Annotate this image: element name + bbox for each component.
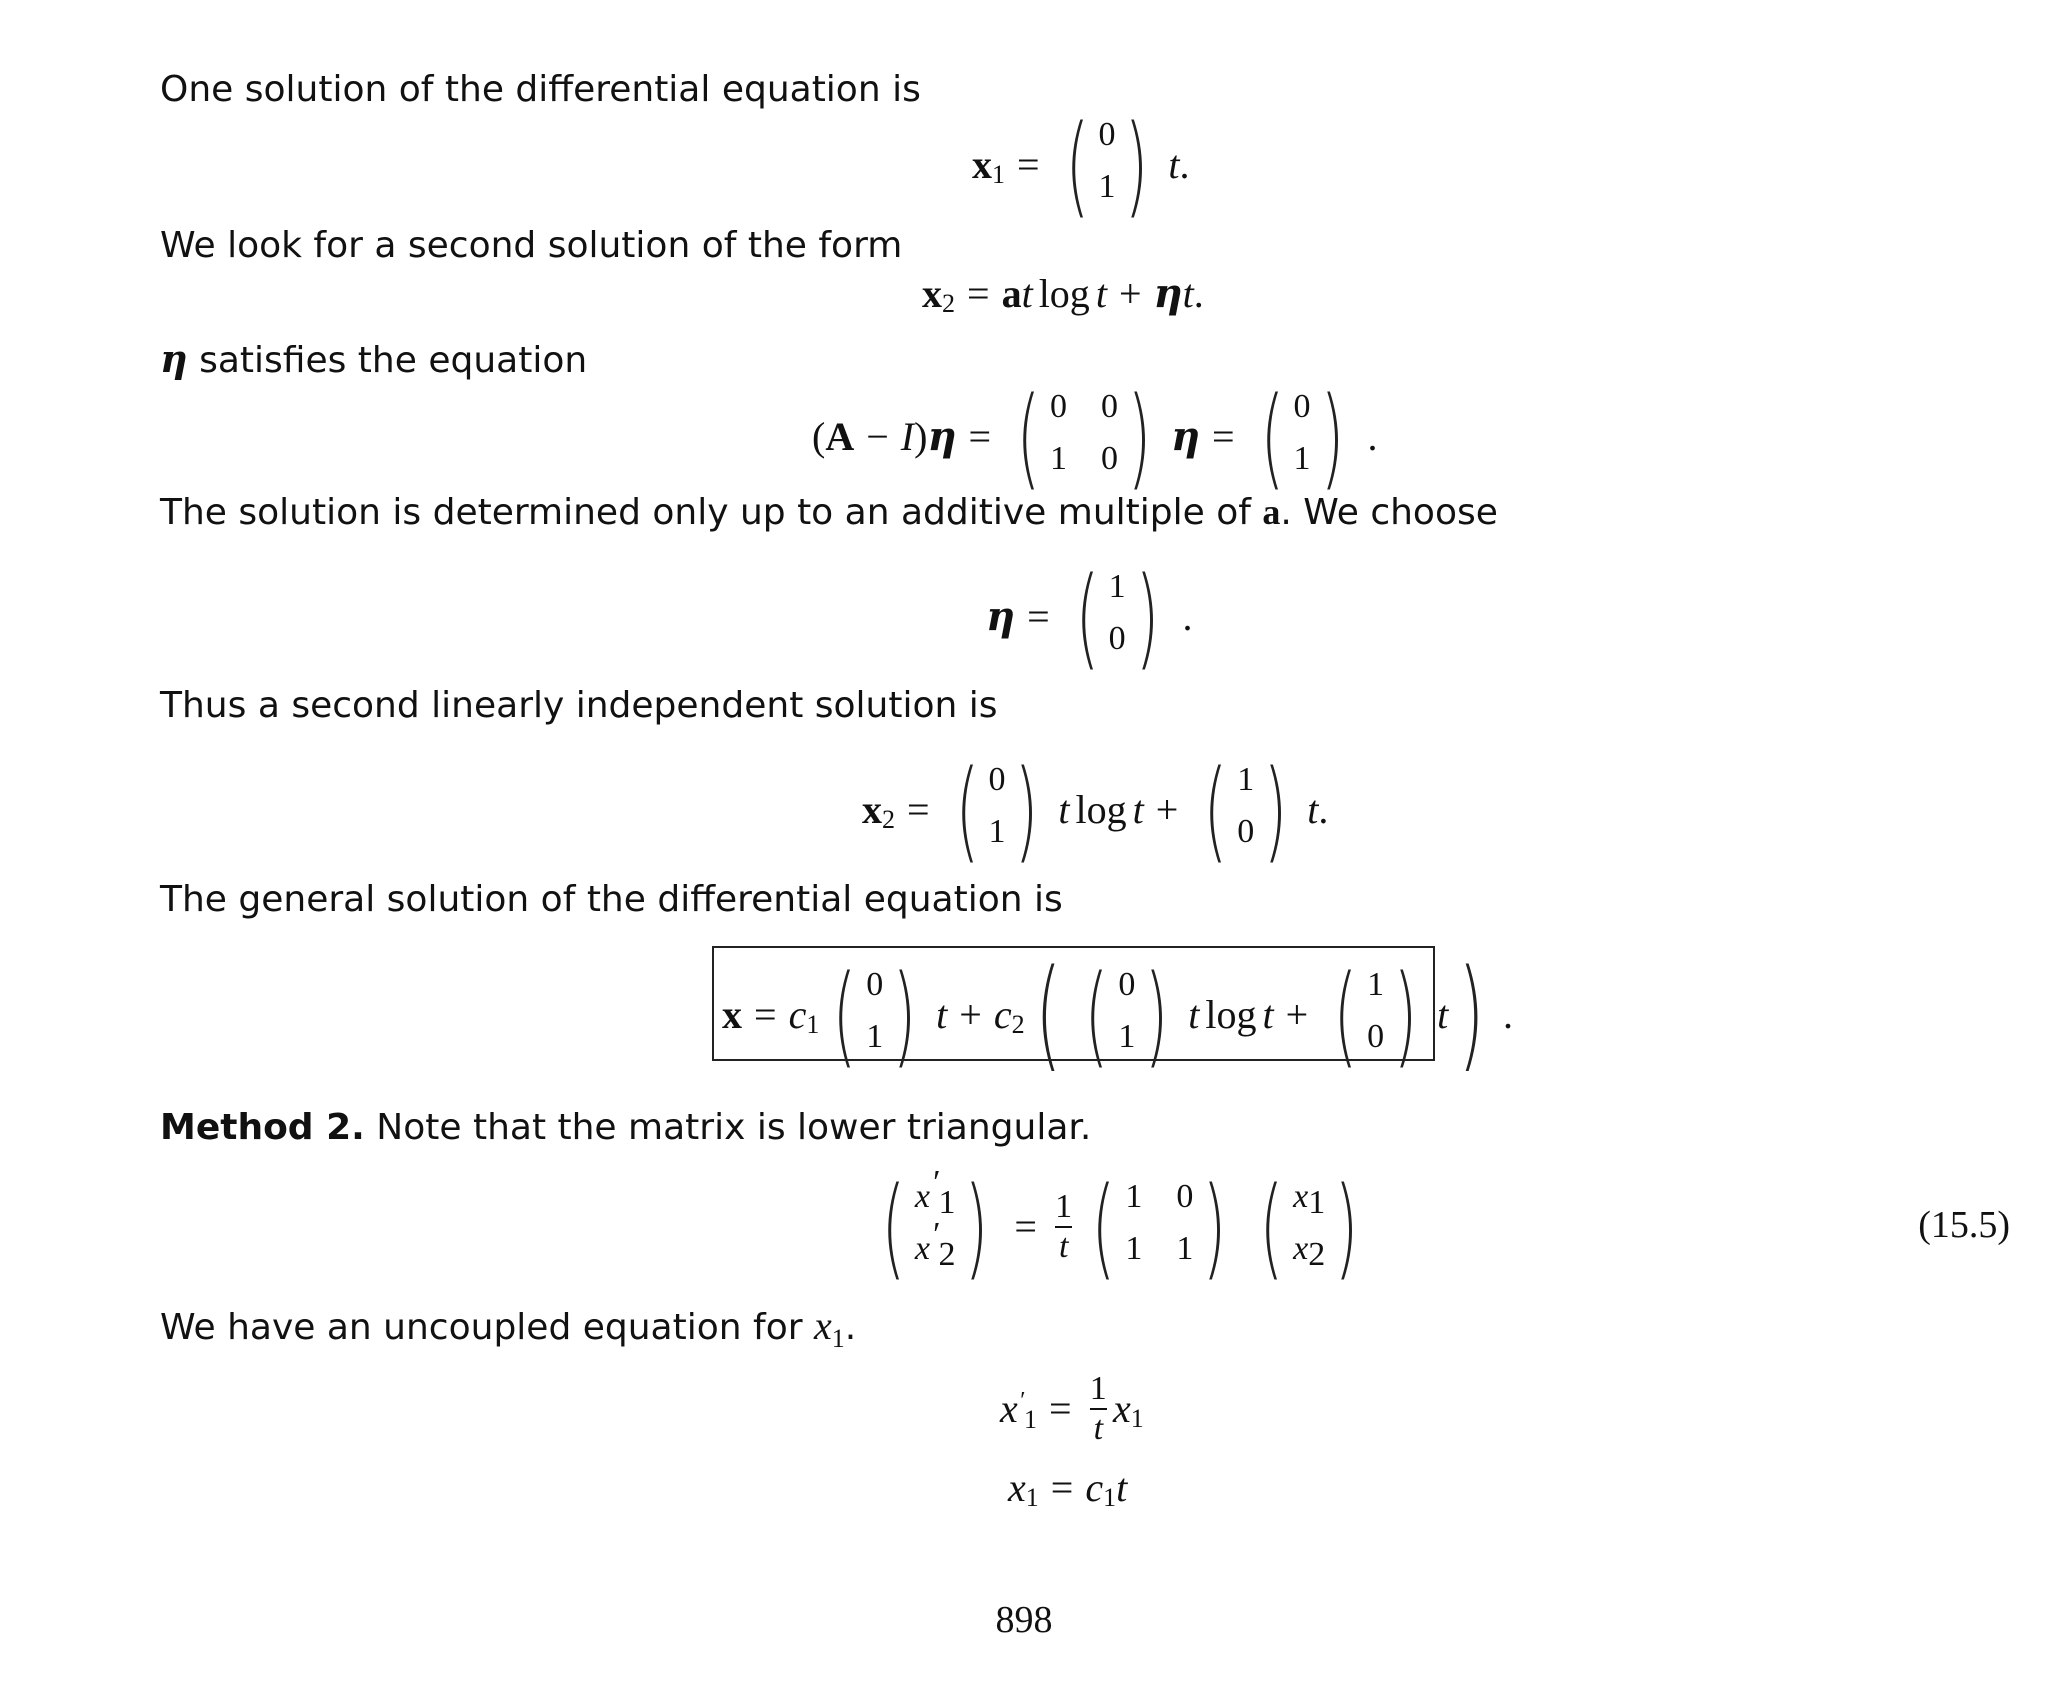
vector-x: ( x1 x2 ) [1259,1163,1359,1291]
paragraph-solution-intro: One solution of the differential equation is [160,69,921,110]
vector-derivatives: ( x′1 x′2 ) [881,1163,989,1291]
paragraph-eta-satisfies: η satisfies the equation [160,336,588,381]
equation-eta-system: ( A − I ) η = ( 0 0 1 0 ) η = ( 0 1 ) . [812,373,1378,501]
vector-x2-b: ( 1 0 ) [1204,746,1288,874]
vector-eta-rhs: ( 0 1 ) [1260,373,1344,501]
equation-x2-solution: x 2 = ( 0 1 ) t log t + ( 1 0 ) t . [862,746,1329,874]
equation-x1-solution: x 1 = c 1 t [1008,1465,1128,1512]
equation-x1: x 1 = ( 0 1 ) t . [972,101,1190,229]
equation-number: (15.5) [1918,1204,2010,1246]
equation-method-2: ( x′1 x′2 ) = $\frac{1}{t}$ ( 1 0 1 1 ) ( x1 x2 ) [868,1172,1372,1282]
paragraph-method-2: Method 2. Note that the matrix is lower triangular. [160,1107,1092,1148]
equation-eta-choice: η = ( 1 0 ) . [986,553,1193,681]
paragraph-second-solution-form: We look for a second solution of the form [160,225,903,266]
paragraph-general-solution: The general solution of the differential equation is [160,879,1063,920]
page-number: 898 [995,1599,1053,1641]
paragraph-additive-multiple: The solution is determined only up to an additive multiple of a. We choose [160,492,1498,533]
paragraph-uncoupled: We have an uncoupled equation for $x_1$. [160,1303,857,1353]
vector-x1: ( 0 1 ) [1065,101,1149,229]
equation-x1-prime: x′1 = $\frac{1}{t}$ x 1 [1000,1370,1144,1447]
vector-eta-choice: ( 1 0 ) [1075,553,1159,681]
matrix-a-minus-i: ( 0 0 1 0 ) [1016,373,1152,501]
equation-x2-form: x 2 = a t log t + η t . [922,270,1204,318]
vector-x2-a: ( 0 1 ) [955,746,1039,874]
paragraph-second-independent: Thus a second linearly independent solution is [160,685,998,726]
matrix-lower-triangular: ( 1 0 1 1 ) [1092,1163,1227,1291]
equation-general-solution: x = c 1 ( 0 1 ) t + c 2 ( ( 0 1 ) t log t + ( 1 0 ) t ) . [722,945,1514,1084]
